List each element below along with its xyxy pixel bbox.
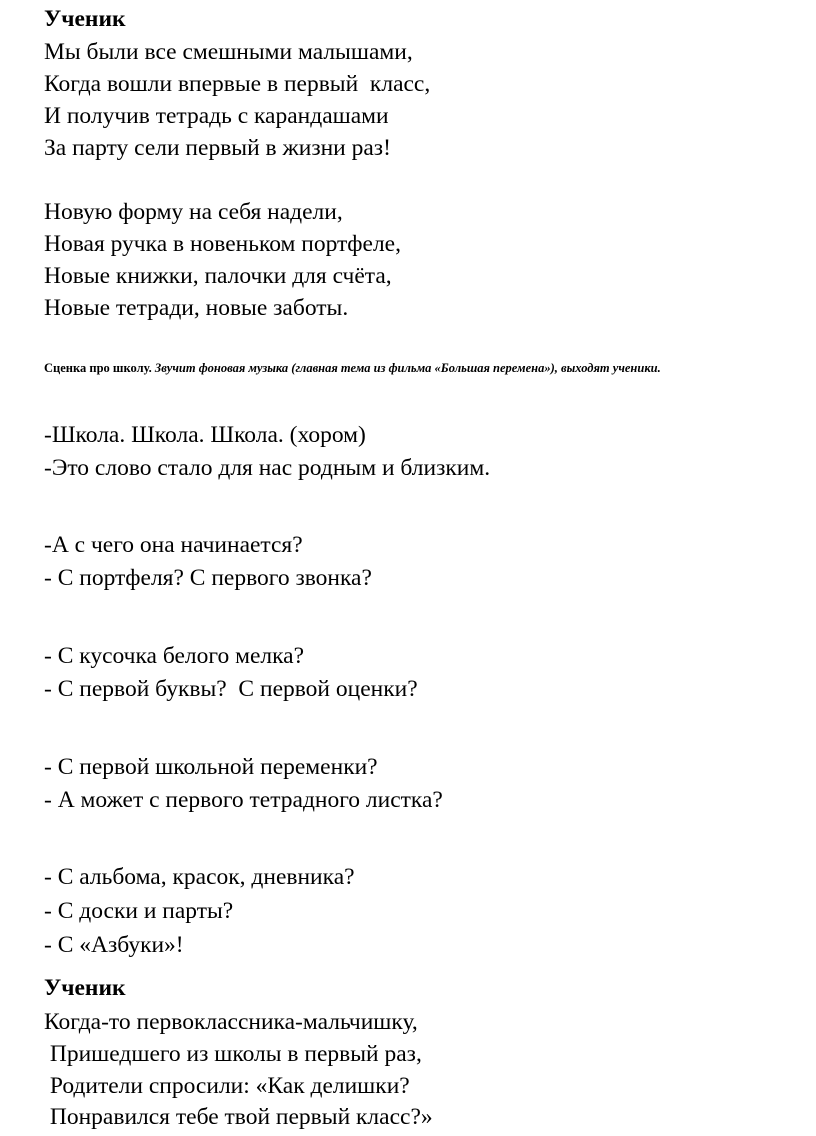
poem-line: Когда вошли впервые в первый класс, (44, 71, 431, 97)
dialogue-line: - С кусочка белого мелка? (44, 643, 305, 669)
scene-description: Звучит фоновая музыка (главная тема из фильма «Большая перемена»), выходят ученики. (154, 361, 661, 375)
dialogue-line: - С «Азбуки»! (44, 932, 184, 958)
scene-label: Сценка про школу. (44, 361, 152, 375)
poem-line: Новая ручка в новеньком портфеле, (44, 231, 401, 257)
scene-direction (44, 357, 784, 379)
poem-line: Родители спросили: «Как делишки? (44, 1073, 410, 1099)
speaker-heading: Ученик (44, 975, 126, 1001)
poem-line: Новые книжки, палочки для счёта, (44, 263, 392, 289)
poem-line: За парту сели первый в жизни раз! (44, 135, 391, 161)
dialogue-line: -Школа. Школа. Школа. (хором) (44, 422, 366, 448)
dialogue-line: -А с чего она начинается? (44, 532, 303, 558)
poem-line: Пришедшего из школы в первый раз, (44, 1041, 422, 1067)
poem-line: Когда-то первоклассника-мальчишку, (44, 1009, 418, 1035)
dialogue-line: - С первой буквы? С первой оценки? (44, 676, 418, 702)
speaker-heading: Ученик (44, 6, 126, 32)
poem-line: Новую форму на себя надели, (44, 199, 343, 225)
dialogue-line: -Это слово стало для нас родным и близким. (44, 455, 491, 481)
dialogue-line: - С портфеля? С первого звонка? (44, 565, 372, 591)
dialogue-line: - С первой школьной переменки? (44, 754, 378, 780)
poem-line: Понравился тебе твой первый класс?» (44, 1104, 433, 1130)
poem-line: Новые тетради, новые заботы. (44, 295, 349, 321)
poem-line: И получив тетрадь с карандашами (44, 103, 389, 129)
poem-line: Мы были все смешными малышами, (44, 39, 413, 65)
dialogue-line: - А может с первого тетрадного листка? (44, 787, 443, 813)
dialogue-line: - С доски и парты? (44, 898, 234, 924)
dialogue-line: - С альбома, красок, дневника? (44, 864, 355, 890)
